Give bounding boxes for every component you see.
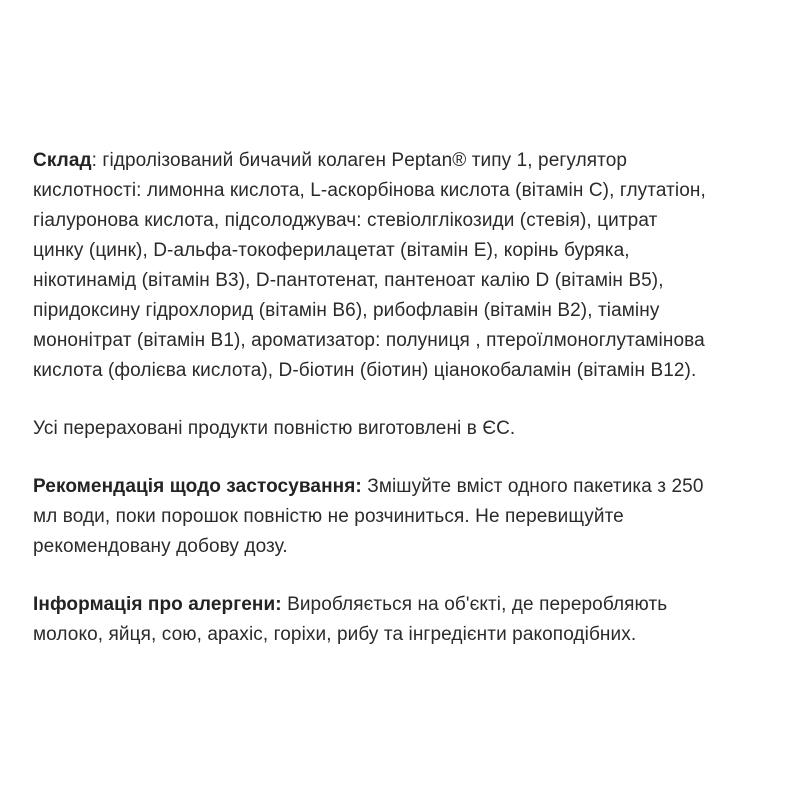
allergens-line: молоко, яйця, сою, арахіс, горіхи, рибу та інгредієнти ракоподібних. — [33, 624, 637, 645]
allergens-label: Інформація про алергени: — [33, 594, 282, 615]
ingredients-line: мононітрат (вітамін B1), ароматизатор: полуниця , птероїлмоноглутамінова — [33, 330, 705, 351]
allergens-section — [33, 590, 767, 650]
ingredients-line: піридоксину гідрохлорид (вітамін B6), рибофлавін (вітамін B2), тіаміну — [33, 300, 660, 321]
allergens-line — [33, 590, 767, 620]
ingredients-line: нікотинамід (вітамін B3), D-пантотенат, пантеноат калію D (вітамін B5), — [33, 270, 664, 291]
ingredients-line — [33, 146, 767, 176]
usage-line: мл води, поки порошок повністю не розчиниться. Не перевищуйте — [33, 506, 624, 527]
ingredients-text: : гідролізований бичачий колаген Peptan® типу 1, регулятор — [91, 150, 628, 171]
usage-line: рекомендовану добову дозу. — [33, 536, 288, 557]
usage-line — [33, 472, 767, 502]
ingredients-line: цинку (цинк), D-альфа-токоферилацетат (вітамін E), корінь буряка, — [33, 240, 630, 261]
allergens-text: Виробляється на об'єкті, де переробляють — [281, 594, 668, 615]
ingredients-line: кислота (фолієва кислота), D-біотин (біотин) ціанокобаламін (вітамін B12). — [33, 360, 697, 381]
ingredients-section — [33, 146, 767, 386]
made-in-eu-text: Усі перераховані продукти повністю виготовлені в ЄС. — [33, 418, 516, 439]
usage-text: Змішуйте вміст одного пакетика з 250 — [361, 476, 704, 497]
ingredients-line: кислотності: лимонна кислота, L-аскорбінова кислота (вітамін C), глутатіон, — [33, 180, 706, 201]
usage-label: Рекомендація щодо застосування: — [33, 476, 362, 497]
ingredients-label: Склад — [33, 150, 92, 171]
made-in-eu-section — [33, 414, 767, 444]
ingredients-line: гіалуронова кислота, підсолоджувач: стевіолглікозиди (стевія), цитрат — [33, 210, 658, 231]
usage-section — [33, 472, 767, 562]
